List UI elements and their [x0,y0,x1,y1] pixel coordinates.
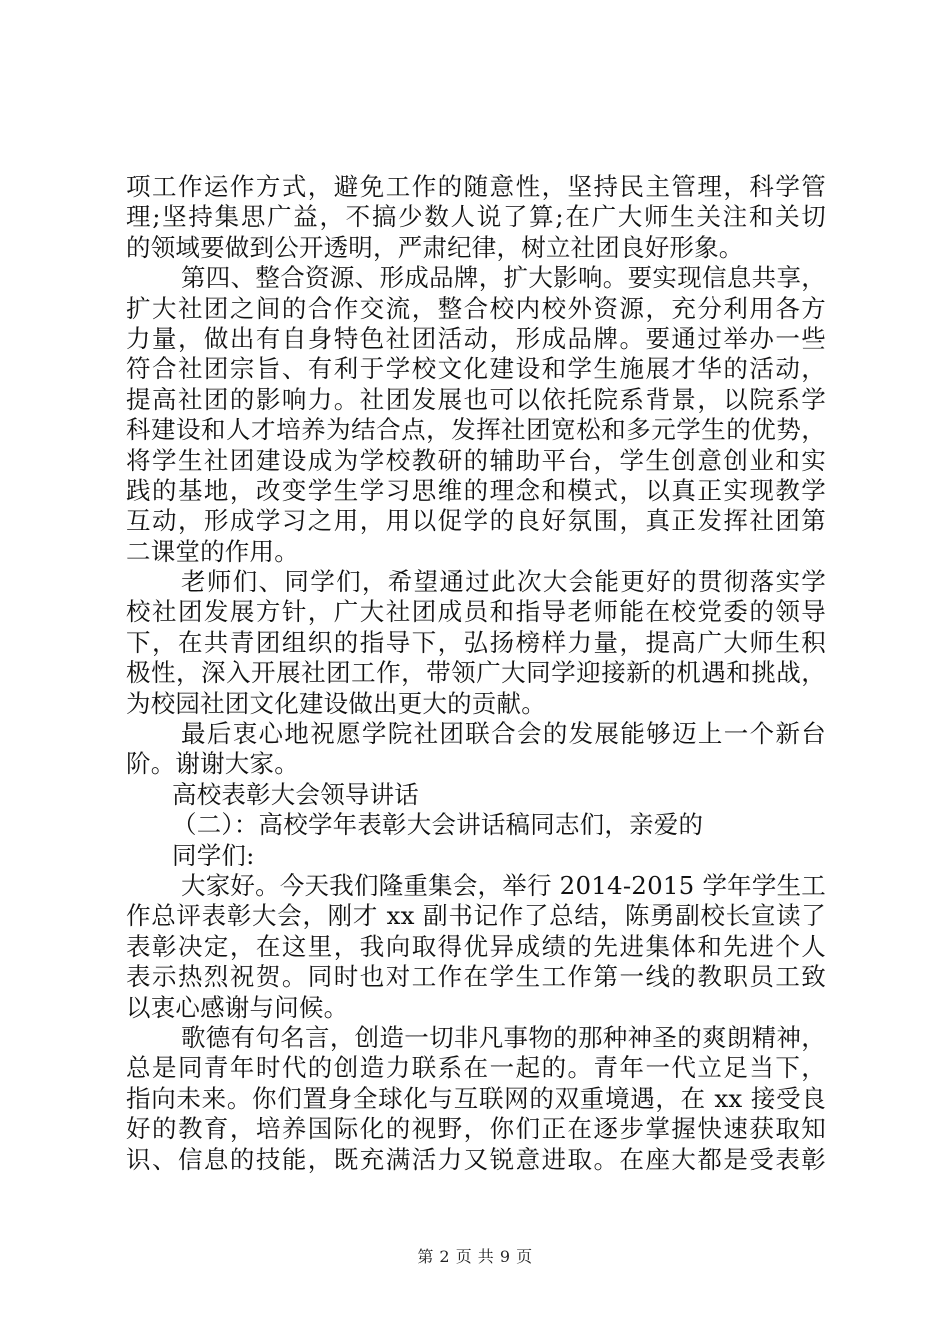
text-line: 扩大社团之间的合作交流，整合校内校外资源，充分利用各方 [126,293,826,323]
text-line: 识、信息的技能，既充满活力又锐意进取。在座大都是受表彰 [126,1144,826,1174]
text-line: 老师们、同学们，希望通过此次大会能更好的贯彻落实学 [181,567,826,597]
text-line: 将学生社团建设成为学校教研的辅助平台，学生创意创业和实 [126,445,826,475]
text-line: 最后衷心地祝愿学院社团联合会的发展能够迈上一个新台 [181,719,826,749]
text-line: 表示热烈祝贺。同时也对工作在学生工作第一线的教职员工致 [126,962,826,992]
text-line: 的领域要做到公开透明，严肃纪律，树立社团良好形象。 [126,232,744,262]
text-line: 歌德有句名言，创造一切非凡事物的那种神圣的爽朗精神， [181,1022,826,1052]
text-line: 校社团发展方针，广大社团成员和指导老师能在校党委的领导 [126,597,826,627]
text-line: 为校园社团文化建设做出更大的贡献。 [126,688,546,718]
text-line: 第四、整合资源、形成品牌，扩大影响。要实现信息共享， [181,263,826,293]
text-line: 下，在共青团组织的指导下，弘扬榜样力量，提高广大师生积 [126,627,826,657]
text-line: 总是同青年时代的创造力联系在一起的。青年一代立足当下， [126,1053,826,1083]
section-subtitle: （二）：高校学年表彰大会讲话稿同志们，亲爱的 [172,810,704,840]
text-line: 指向未来。你们置身全球化与互联网的双重境遇，在 xx 接受良 [126,1083,826,1113]
text-line: 科建设和人才培养为结合点，发挥社团宽松和多元学生的优势， [126,415,826,445]
text-line: 互动，形成学习之用，用以促学的良好氛围，真正发挥社团第 [126,506,826,536]
text-line: 大家好。今天我们隆重集会，举行 2014-2015 学年学生工 [181,870,826,900]
text-line: 项工作运作方式，避免工作的随意性，坚持民主管理，科学管 [126,172,826,201]
section-title: 高校表彰大会领导讲话 [172,779,419,809]
text-line: 践的基地，改变学生学习思维的理念和模式，以真正实现教学 [126,475,826,505]
text-line: 表彰决定，在这里，我向取得优异成绩的先进集体和先进个人 [126,931,826,961]
salutation: 同学们: [172,840,255,870]
text-line: 提高社团的影响力。社团发展也可以依托院系背景，以院系学 [126,384,826,414]
text-line: 好的教育，培养国际化的视野，你们正在逐步掌握快速获取知 [126,1114,826,1144]
text-line: 力量，做出有自身特色社团活动，形成品牌。要通过举办一些 [126,323,826,353]
text-line: 二课堂的作用。 [126,536,299,566]
text-line: 作总评表彰大会，刚才 xx 副书记作了总结，陈勇副校长宣读了 [126,901,826,931]
text-line: 极性，深入开展社团工作，带领广大同学迎接新的机遇和挑战， [126,658,826,688]
document-body [126,172,826,1175]
text-line: 以衷心感谢与问候。 [126,992,349,1022]
text-line: 符合社团宗旨、有利于学校文化建设和学生施展才华的活动， [126,354,826,384]
page-number-footer: 第 2 页 共 9 页 [417,1247,533,1266]
text-line: 阶。谢谢大家。 [126,749,299,779]
text-line: 理;坚持集思广益，不搞少数人说了算;在广大师生关注和关切 [126,202,826,232]
